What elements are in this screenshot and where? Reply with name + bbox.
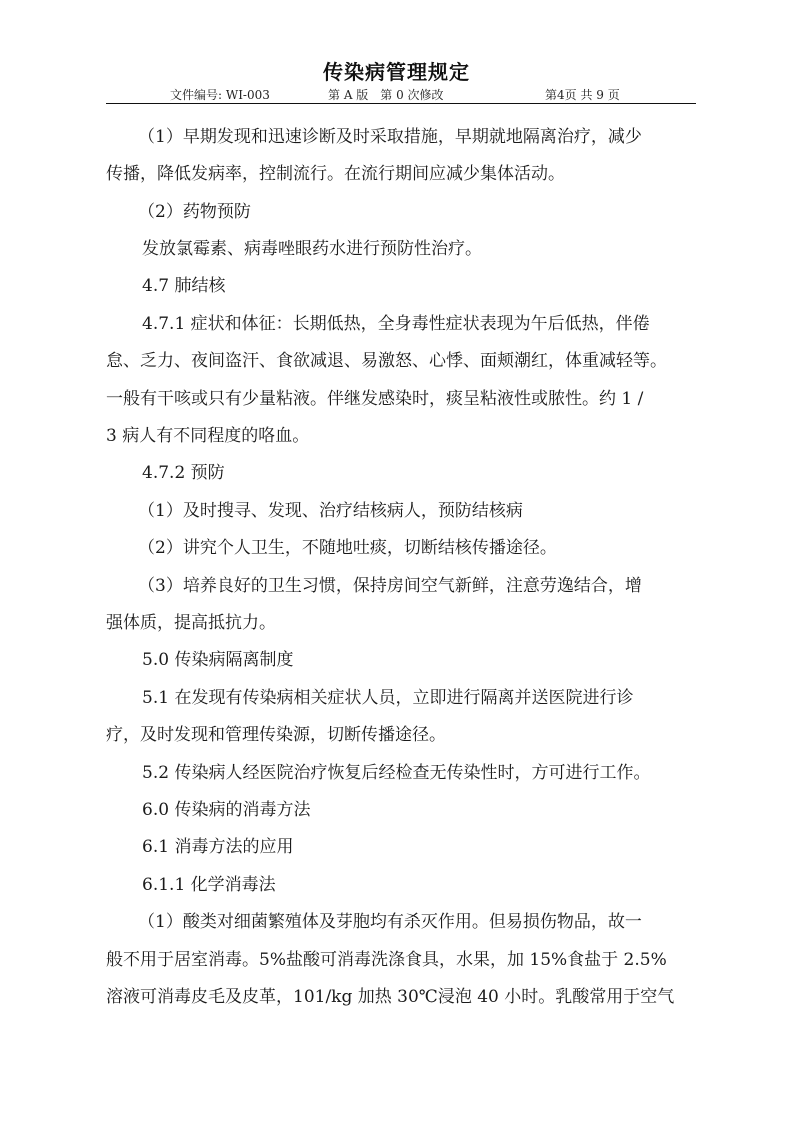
paragraph-line: 溶液可消毒皮毛及皮革，101/kg 加热 30℃浸泡 40 小时。乳酸常用于空气 xyxy=(106,987,675,1007)
section-heading: 6.1 消毒方法的应用 xyxy=(142,837,294,857)
paragraph-line: 般不用于居室消毒。5%盐酸可消毒洗涤食具，水果，加 15%食盐于 2.5% xyxy=(106,950,667,970)
list-item-heading: （2）药物预防 xyxy=(138,202,251,222)
paragraph-line: 传播，降低发病率，控制流行。在流行期间应减少集体活动。 xyxy=(106,164,565,184)
header-divider xyxy=(106,103,696,104)
paragraph-line: 3 病人有不同程度的咯血。 xyxy=(106,426,310,446)
section-heading: 5.0 传染病隔离制度 xyxy=(142,650,294,670)
paragraph-line: 强体质，提高抵抗力。 xyxy=(106,613,276,633)
document-title: 传染病管理规定 xyxy=(323,60,470,84)
paragraph-line: 一般有干咳或只有少量粘液。伴继发感染时，痰呈粘液性或脓性。约 1 / xyxy=(106,389,644,409)
paragraph-line: （1）早期发现和迅速诊断及时采取措施，早期就地隔离治疗，减少 xyxy=(138,127,642,147)
list-item: （1）酸类对细菌繁殖体及芽胞均有杀灭作用。但易损伤物品，故一 xyxy=(138,912,642,932)
list-item: （1）及时搜寻、发现、治疗结核病人，预防结核病 xyxy=(138,501,523,521)
section-heading: 6.1.1 化学消毒法 xyxy=(142,875,276,895)
section-heading: 4.7.2 预防 xyxy=(142,463,225,483)
section-heading: 6.0 传染病的消毒方法 xyxy=(142,800,311,820)
document-version: 第 A 版 第 0 次修改 xyxy=(328,88,444,102)
section-heading: 4.7 肺结核 xyxy=(142,276,226,296)
document-number: 文件编号: WI-003 xyxy=(170,88,270,102)
paragraph-line: 发放氯霉素、病毒唑眼药水进行预防性治疗。 xyxy=(142,239,482,259)
list-item: （2）讲究个人卫生，不随地吐痰，切断结核传播途径。 xyxy=(138,538,557,558)
page-number: 第4页 共 9 页 xyxy=(545,88,620,102)
paragraph-line: 怠、乏力、夜间盗汗、食欲减退、易激怒、心悸、面颊潮红，体重减轻等。 xyxy=(106,351,667,371)
paragraph-line: 4.7.1 症状和体征：长期低热，全身毒性症状表现为午后低热，伴倦 xyxy=(142,314,650,334)
paragraph-line: 5.2 传染病人经医院治疗恢复后经检查无传染性时，方可进行工作。 xyxy=(142,763,651,783)
paragraph-line: 疗，及时发现和管理传染源，切断传播途径。 xyxy=(106,725,446,745)
list-item: （3）培养良好的卫生习惯，保持房间空气新鲜，注意劳逸结合，增 xyxy=(138,576,642,596)
paragraph-line: 5.1 在发现有传染病相关症状人员，立即进行隔离并送医院进行诊 xyxy=(142,688,634,708)
